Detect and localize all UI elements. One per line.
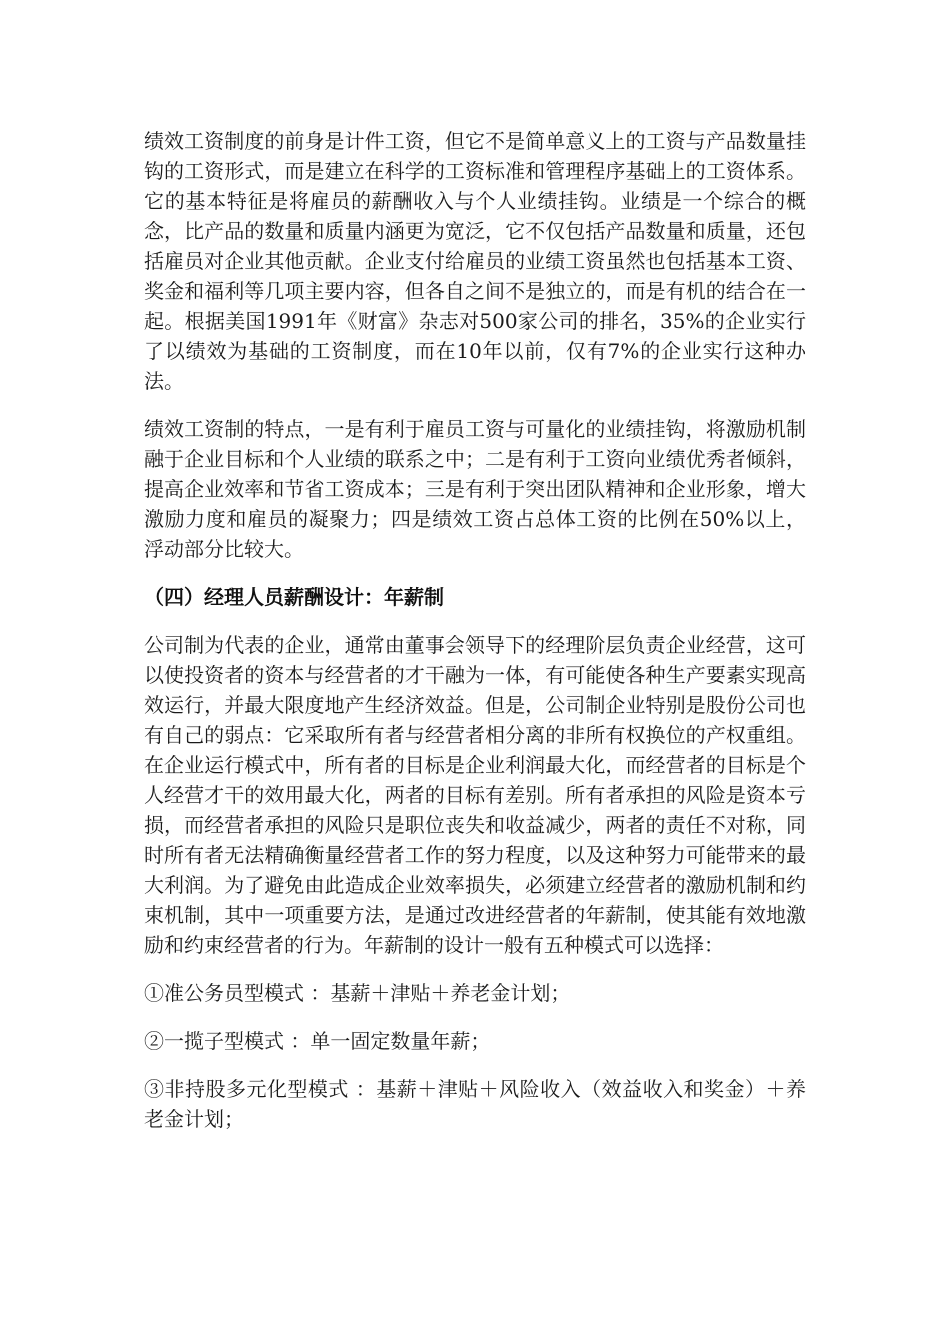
paragraph-performance-pay-features: 绩效工资制的特点，一是有利于雇员工资与可量化的业绩挂钩，将激励机制融于企业目标和个人业绩的联系之中；二是有利于工资向业绩优秀者倾斜，提高企业效率和节省工资成本；三是有利于突出团队精神和企业形象，增大激励力度和雇员的凝聚力；四是绩效工资占总体工资的比例在50%以上，浮动部分比较大。 [144,417,806,561]
document-page [144,126,806,1152]
list-item-model-2: ②一揽子型模式 ：单一固定数量年薪； [144,1029,491,1053]
paragraph-performance-pay-intro: 绩效工资制度的前身是计件工资，但它不是简单意义上的工资与产品数量挂钩的工资形式，而是建立在科学的工资标准和管理程序基础上的工资体系。它的基本特征是将雇员的薪酬收入与个人业绩挂钩。业绩是一个综合的概念，比产品的数量和质量内涵更为宽泛，它不仅包括产品数量和质量，还包括雇员对企业其他贡献。企业支付给雇员的业绩工资虽然也包括基本工资、奖金和福利等几项主要内容，但各自之间不是独立的，而是有机的结合在一起。根据美国1991年《财富》杂志对500家公司的排名，35%的企业实行了以绩效为基础的工资制度，而在10年以前，仅有7%的企业实行这种办法。 [144,129,806,393]
list-item-model-1: ①准公务员型模式 ：基薪＋津贴＋养老金计划； [144,981,571,1005]
list-item-model-3: ③非持股多元化型模式 ：基薪＋津贴＋风险收入（效益收入和奖金）＋养老金计划； [144,1077,806,1131]
section-heading-annual-salary: （四）经理人员薪酬设计：年薪制 [144,585,444,609]
paragraph-annual-salary-design: 公司制为代表的企业，通常由董事会领导下的经理阶层负责企业经营，这可以使投资者的资本与经营者的才干融为一体，有可能使各种生产要素实现高效运行，并最大限度地产生经济效益。但是，公司制企业特别是股份公司也有自己的弱点：它采取所有者与经营者相分离的非所有权换位的产权重组。在企业运行模式中，所有者的目标是企业利润最大化，而经营者的目标是个人经营才干的效用最大化，两者的目标有差别。所有者承担的风险是资本亏损，而经营者承担的风险只是职位丧失和收益减少，两者的责任不对称，同时所有者无法精确衡量经营者工作的努力程度，以及这种努力可能带来的最大利润。为了避免由此造成企业效率损失，必须建立经营者的激励机制和约束机制，其中一项重要方法，是通过改进经营者的年薪制，使其能有效地激励和约束经营者的行为。年薪制的设计一般有五种模式可以选择： [144,633,806,957]
